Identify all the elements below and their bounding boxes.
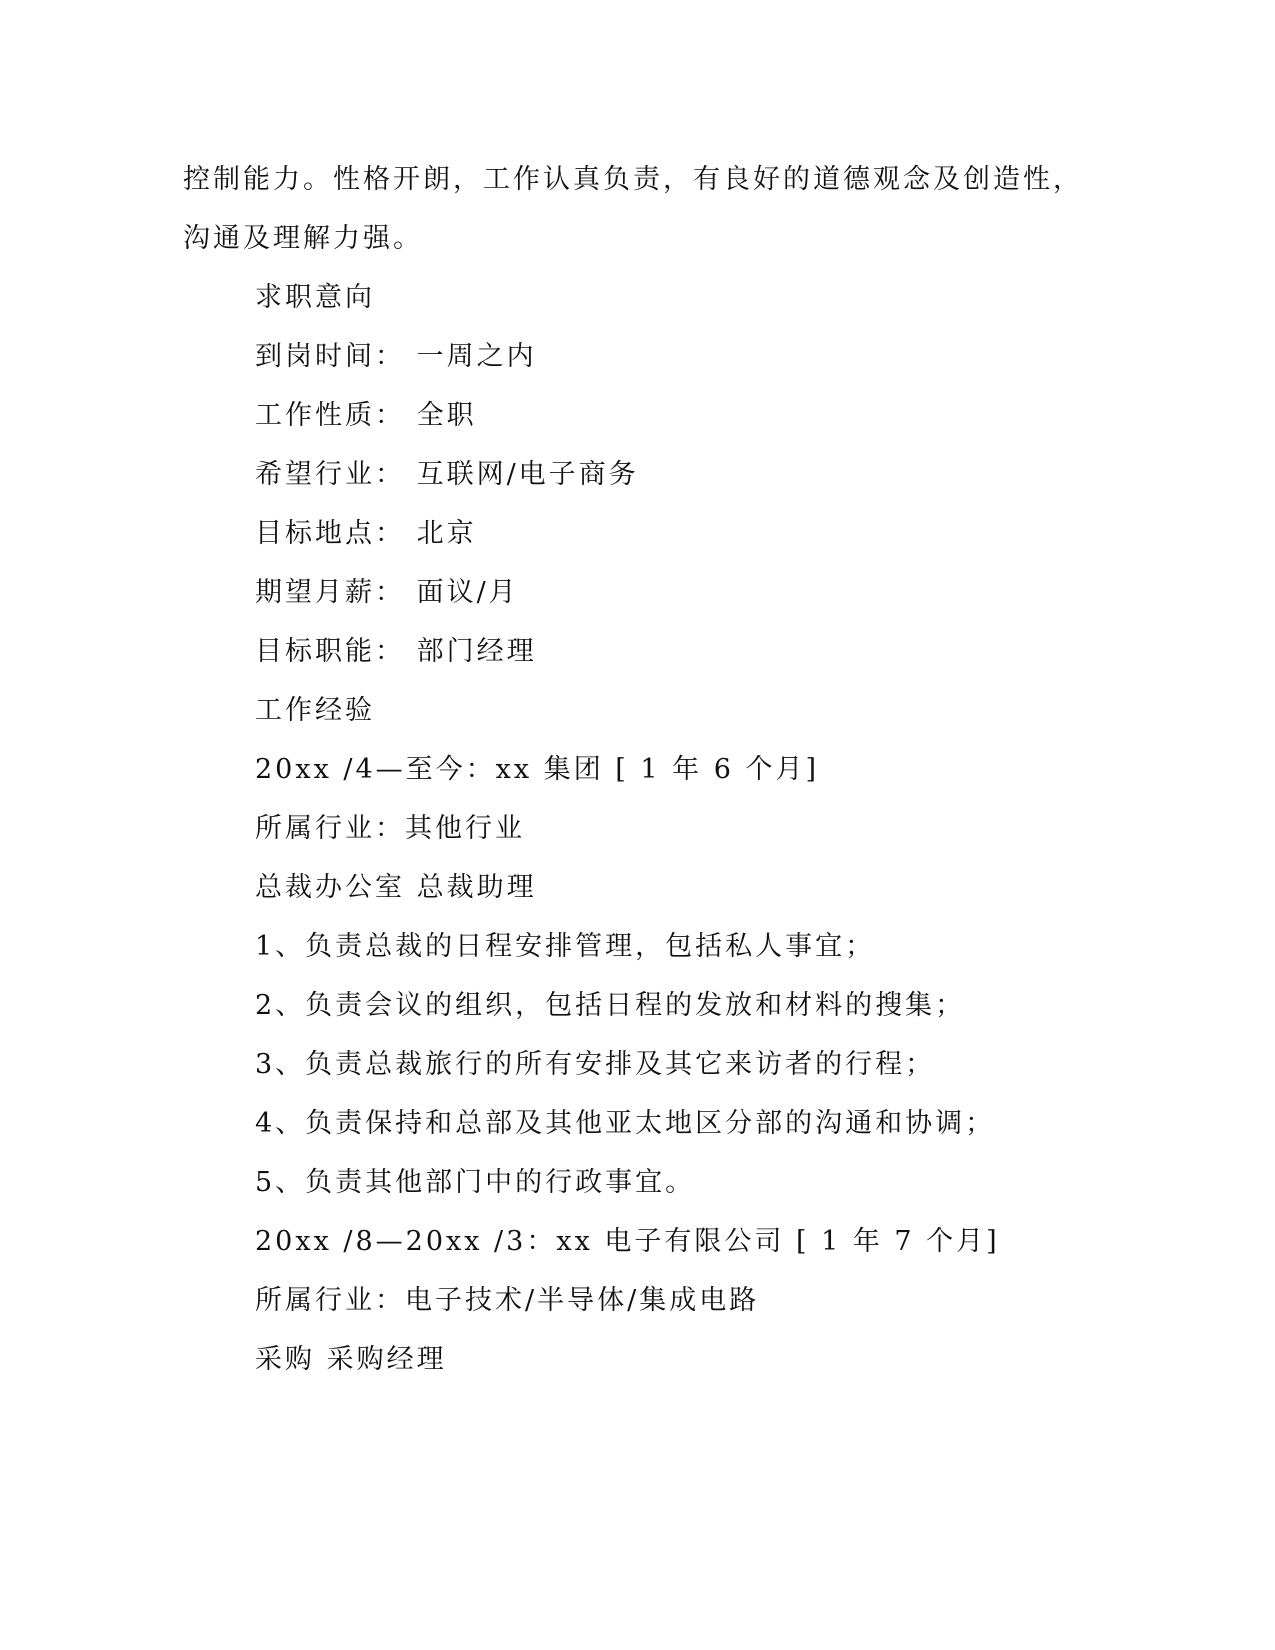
job-2-industry: 所属行业：电子技术/半导体/集成电路 — [255, 1285, 760, 1316]
job-1-period: 20xx /4—至今：xx 集团 [ 1 年 6 个月] — [255, 754, 820, 785]
intro-line-1: 控制能力。性格开朗，工作认真负责，有良好的道德观念及创造性， — [183, 164, 1083, 195]
field-arrival-time: 到岗时间： 一周之内 — [255, 341, 537, 372]
field-job-type: 工作性质： 全职 — [255, 400, 477, 431]
field-target-location: 目标地点： 北京 — [255, 518, 477, 549]
field-target-function: 目标职能： 部门经理 — [255, 636, 537, 667]
job-1-industry: 所属行业：其他行业 — [255, 813, 525, 844]
section-heading-work-experience: 工作经验 — [255, 695, 375, 726]
field-expected-salary: 期望月薪： 面议/月 — [255, 577, 519, 608]
job-2-position: 采购 采购经理 — [255, 1344, 447, 1375]
job-1-duty-1: 1、负责总裁的日程安排管理，包括私人事宜； — [255, 931, 876, 962]
job-1-duty-4: 4、负责保持和总部及其他亚太地区分部的沟通和协调； — [255, 1108, 996, 1139]
section-heading-job-intention: 求职意向 — [255, 282, 375, 313]
job-1-duty-5: 5、负责其他部门中的行政事宜。 — [255, 1167, 696, 1198]
job-1-position: 总裁办公室 总裁助理 — [255, 872, 537, 903]
job-2-period: 20xx /8—20xx /3：xx 电子有限公司 [ 1 年 7 个月] — [255, 1226, 1000, 1257]
job-1-duty-2: 2、负责会议的组织，包括日程的发放和材料的搜集； — [255, 990, 966, 1021]
field-desired-industry: 希望行业： 互联网/电子商务 — [255, 459, 639, 490]
job-1-duty-3: 3、负责总裁旅行的所有安排及其它来访者的行程； — [255, 1049, 936, 1080]
intro-line-2: 沟通及理解力强。 — [183, 223, 423, 254]
